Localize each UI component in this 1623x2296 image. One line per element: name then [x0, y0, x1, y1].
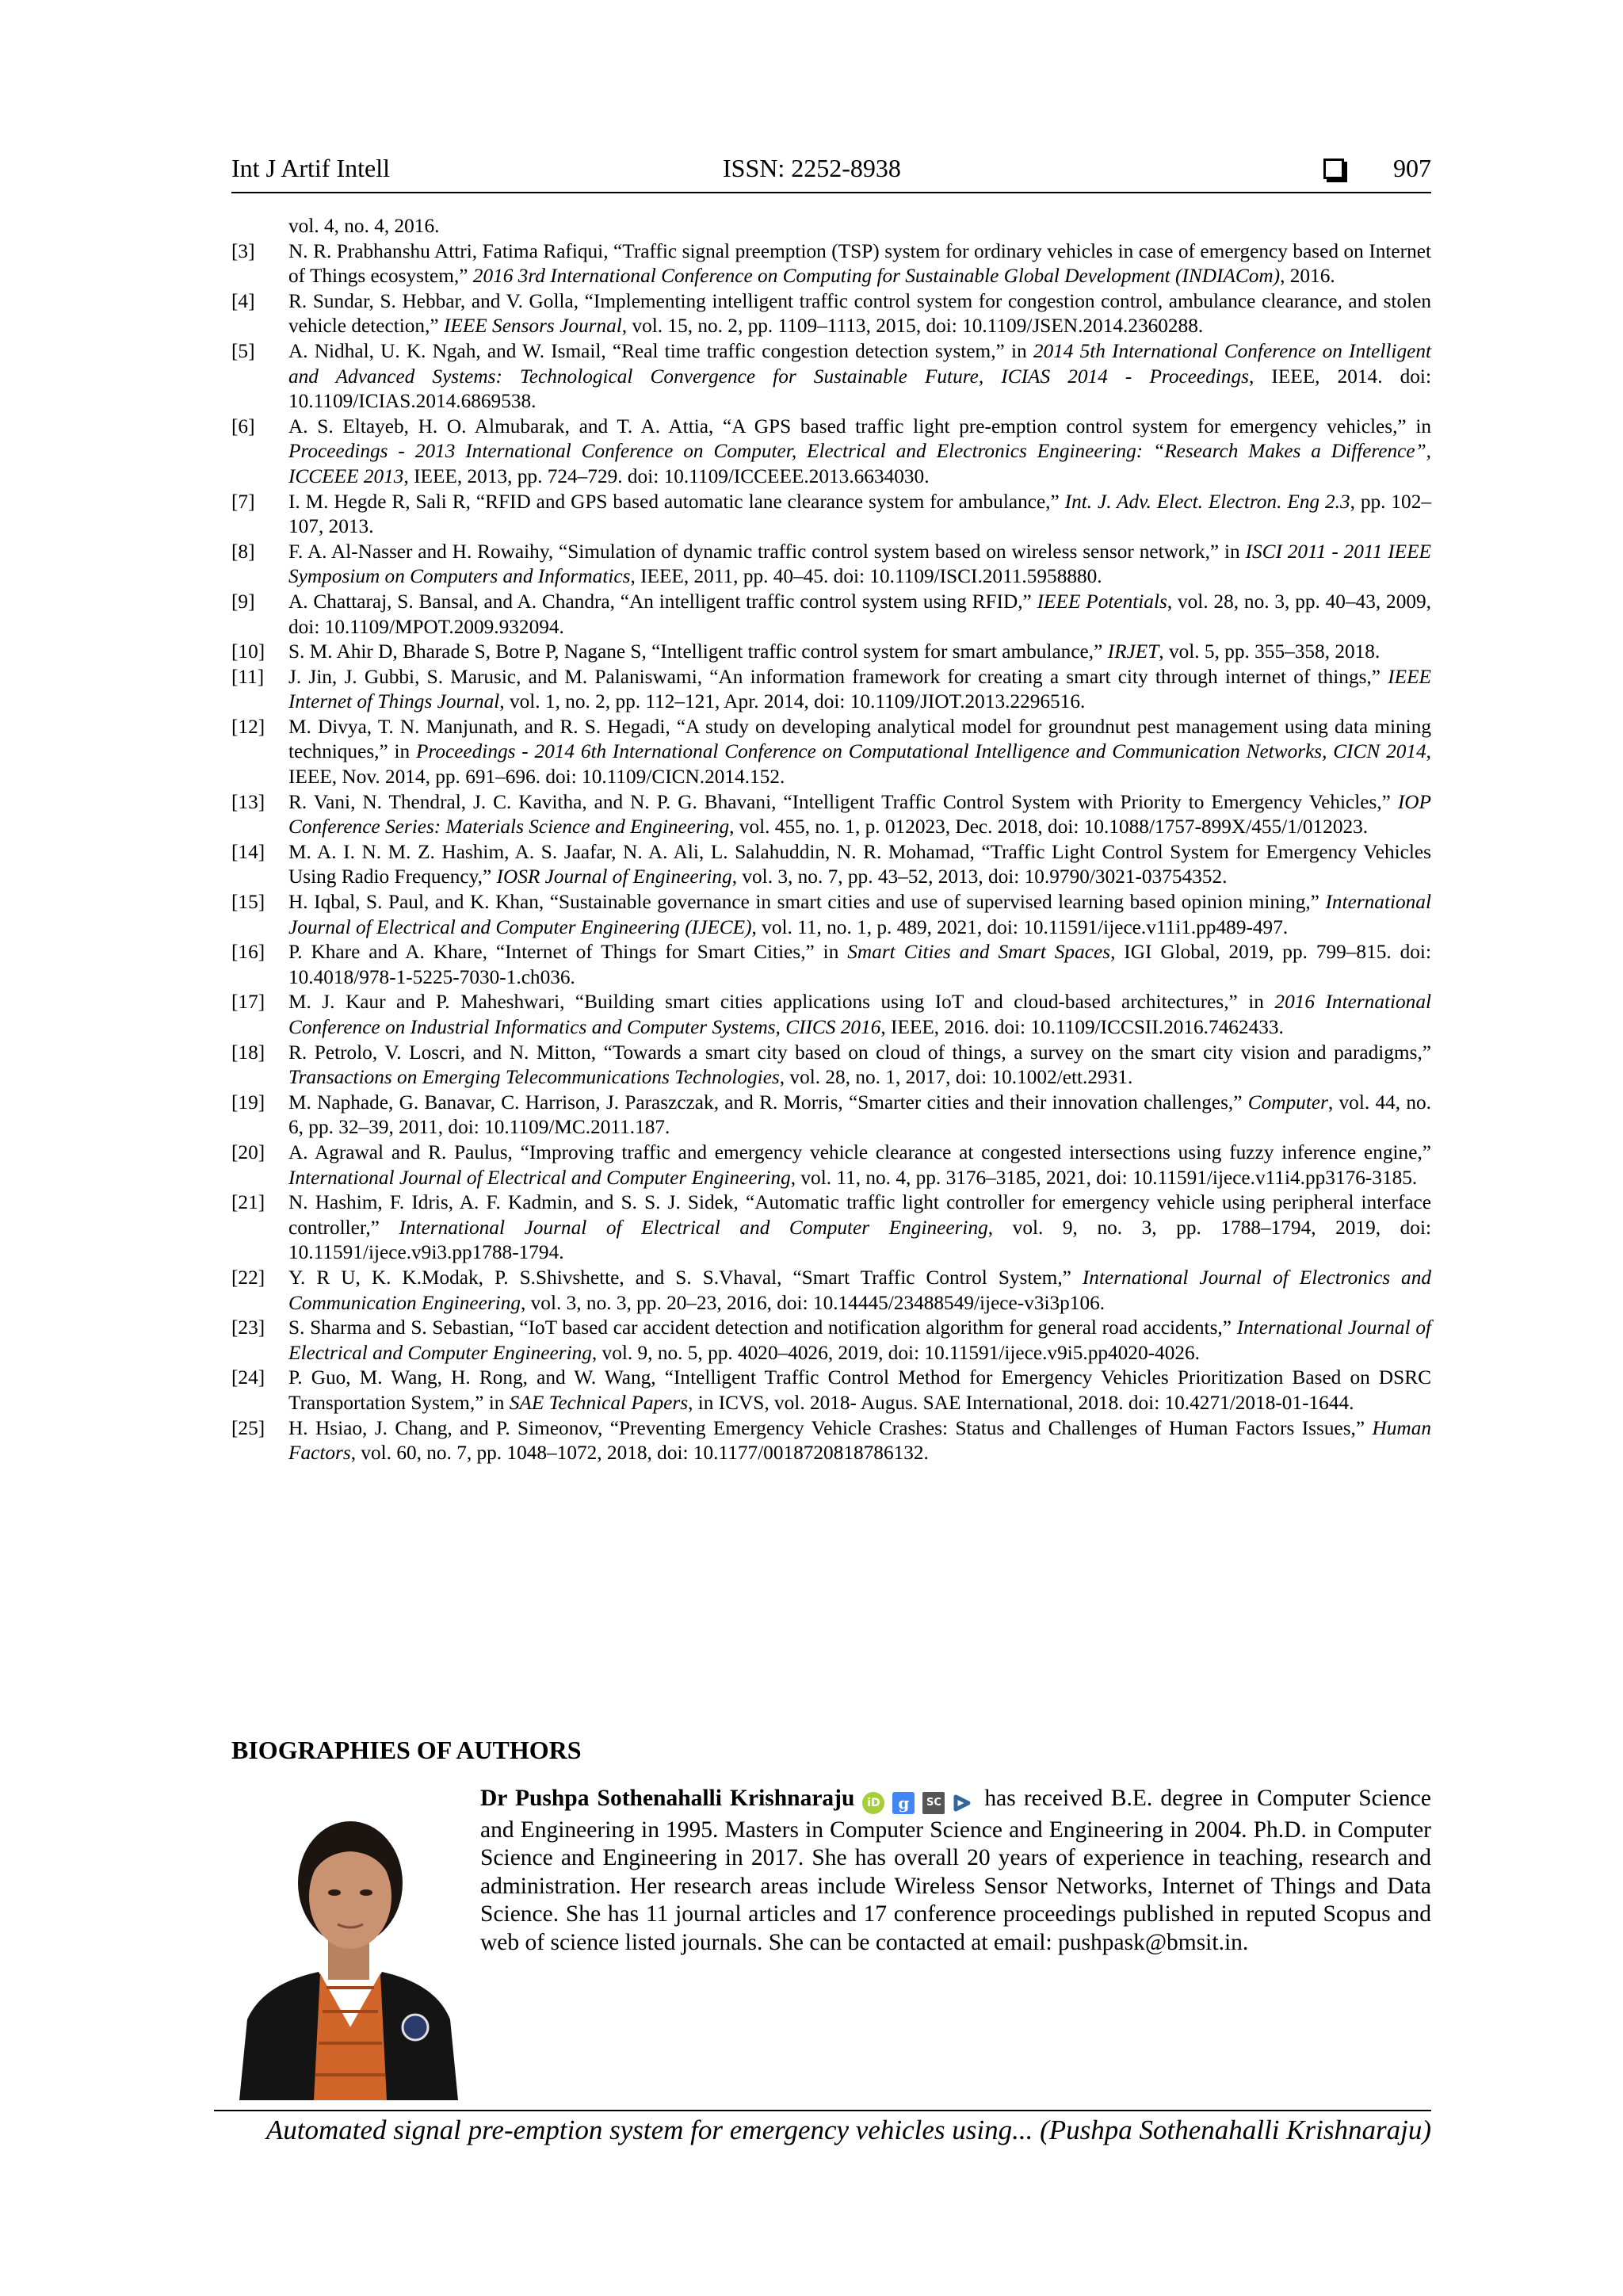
reference-25: [25] H. Hsiao, J. Chang, and P. Simeonov, “Preventing Emergency Vehicle Crashes: Status and Challenges of Human Factors Issues,” Human Factors, vol. 60, no. 7, pp. 1048–1072, 2018, doi: 10.1177/0018720818786132.: [231, 1416, 1431, 1465]
reference-number: [14]: [231, 840, 265, 863]
reference-venue: 2014 5th International Conference on Intelligent and Advanced Systems: Technological Convergence for Sustainable Future, ICIAS 2014 - Proceedings: [288, 339, 1432, 388]
reference-number: [6]: [231, 415, 255, 437]
reference-venue: IEEE Sensors Journal: [443, 315, 622, 338]
reference-number: [9]: [231, 590, 255, 613]
reference-19: [19] M. Naphade, G. Banavar, C. Harrison, J. Paraszczak, and R. Morris, “Smarter cities and their innovation challenges,” Computer, vol. 44, no. 6, pp. 32–39, 2011, doi: 10.1109/MC.2011.187.: [231, 1091, 1431, 1139]
reference-venue: 2016 3rd International Conference on Computing for Sustainable Global Development (INDIACom): [472, 265, 1281, 288]
reference-7: [7] I. M. Hegde R, Sali R, “RFID and GPS based automatic lane clearance system for ambulance,” Int. J. Adv. Elect. Electron. Eng 2.3, pp. 102–107, 2013.: [231, 490, 1432, 538]
reference-13: [13] R. Vani, N. Thendral, J. C. Kavitha, and N. P. G. Bhavani, “Intelligent Traffic Control System with Priority to Emergency Vehicles,” IOP Conference Series: Materials Science and Engineering, vol. 455, no. 1, p. 012023, Dec. 2018, doi: 10.1088/1757-899X/455/1/012023.: [231, 790, 1431, 839]
author-name: Dr Pushpa Sothenahalli Krishnaraju: [480, 1786, 855, 1811]
scopus-icon[interactable]: SC: [922, 1792, 945, 1814]
section-heading: BIOGRAPHIES OF AUTHORS: [231, 1736, 582, 1764]
reference-venue: IEEE Internet of Things Journal: [288, 665, 1431, 713]
reference-venue: SAE Technical Papers: [509, 1391, 689, 1414]
reference-18: [18] R. Petrolo, V. Loscri, and N. Mitton, “Towards a smart city based on cloud of things, a survey on the smart city vision and paradigms,” Transactions on Emerging Telecommunications Technologies, vol. 28, no. 1, 2017, doi: 10.1002/ett.2931.: [231, 1041, 1431, 1089]
reference-number: [16]: [231, 941, 265, 964]
reference-10: [10] S. M. Ahir D, Bharade S, Botre P, Nagane S, “Intelligent traffic control system for smart ambulance,” IRJET, vol. 5, pp. 355–358, 2018.: [231, 640, 1431, 665]
reference-23: [23] S. Sharma and S. Sebastian, “IoT based car accident detection and notification algorithm for general road accidents,” International Journal of Electrical and Computer Engineering, vol. 9, no. 5, pp. 4020–4026, 2019, doi: 10.11591/ijece.v9i5.pp4020-4026.: [231, 1316, 1431, 1364]
page-header: [231, 151, 1431, 193]
reference-20: [20] A. Agrawal and R. Paulus, “Improving traffic and emergency vehicle clearance at congested intersections using fuzzy inference engine,” International Journal of Electrical and Computer Engineering, vol. 11, no. 4, pp. 3176–3185, 2021, doi: 10.11591/ijece.v11i4.pp3176-3185.: [231, 1140, 1431, 1189]
author-biography: [480, 1785, 1431, 1958]
reference-venue: Human Factors: [288, 1416, 1431, 1465]
reference-venue: IOP Conference Series: Materials Science and Engineering: [288, 790, 1431, 839]
reference-venue: Smart Cities and Smart Spaces: [847, 941, 1111, 964]
reference-venue: Proceedings - 2014 6th International Conference on Computational Intelligence and Communication Networks, CICN 2014: [415, 740, 1426, 763]
checkbox-square-icon: [1323, 159, 1344, 179]
reference-venue: International Journal of Electrical and Computer Engineering (IJECE): [288, 891, 1431, 938]
reference-venue: Computer: [1247, 1091, 1328, 1114]
reference-number: [20]: [231, 1140, 265, 1163]
reference-number: [5]: [231, 339, 255, 362]
author-portrait-illustration: [231, 1790, 464, 2100]
reference-15: [15] H. Iqbal, S. Paul, and K. Khan, “Sustainable governance in smart cities and use of supervised learning based opinion mining,” International Journal of Electrical and Computer Engineering (IJECE), vol. 11, no. 1, p. 489, 2021, doi: 10.11591/ijece.v11i1.pp489-497.: [231, 891, 1431, 938]
reference-venue: IOSR Journal of Engineering: [496, 865, 732, 888]
orcid-icon[interactable]: iD: [862, 1792, 884, 1814]
reference-number: [22]: [231, 1266, 265, 1289]
reference-number: [4]: [231, 289, 255, 312]
journal-name: Int J Artif Intell: [231, 154, 390, 182]
author-profile-icons: [862, 1788, 980, 1817]
issn: ISSN: 2252-8938: [723, 154, 901, 182]
reference-24: [24] P. Guo, M. Wang, H. Rong, and W. Wang, “Intelligent Traffic Control Method for Emergency Vehicles Prioritization Based on DSRC Transportation System,” in SAE Technical Papers, in ICVS, vol. 2018- Augus. SAE International, 2018. doi: 10.4271/2018-01-1644.: [231, 1366, 1431, 1414]
reference-number: [24]: [231, 1366, 265, 1389]
reference-4: [4] R. Sundar, S. Hebbar, and V. Golla, “Implementing intelligent traffic control system for congestion control, ambulance clearance, and stolen vehicle detection,” IEEE Sensors Journal, vol. 15, no. 2, pp. 1109–1113, 2015, doi: 10.1109/JSEN.2014.2360288.: [231, 289, 1431, 338]
page-number: 907: [1393, 154, 1431, 182]
reference-number: [10]: [231, 640, 265, 663]
reference-number: [13]: [231, 790, 265, 813]
reference-14: [14] M. A. I. N. M. Z. Hashim, A. S. Jaafar, N. A. Ali, L. Salahuddin, N. R. Mohamad, “Traffic Light Control System for Emergency Vehicles Using Radio Frequency,” IOSR Journal of Engineering, vol. 3, no. 7, pp. 43–52, 2013, doi: 10.9790/3021-03754352.: [231, 840, 1431, 888]
reference-venue: IRJET: [1107, 640, 1159, 663]
publons-icon[interactable]: [953, 1794, 972, 1813]
running-footer: Automated signal pre-emption system for emergency vehicles using... (Pushpa Sothenahalli Krishnaraju): [265, 2115, 1431, 2145]
reference-venue: ISCI 2011 - 2011 IEEE Symposium on Computers and Informatics: [288, 540, 1431, 588]
reference-venue: International Journal of Electronics and Communication Engineering: [288, 1266, 1431, 1314]
reference-6: [6] A. S. Eltayeb, H. O. Almubarak, and T. A. Attia, “A GPS based traffic light pre-emption control system for emergency vehicles,” in Proceedings - 2013 International Conference on Computer, Electrical and Electronics Engineering: “Research Makes a Difference”, ICCEEE 2013, IEEE, 2013, pp. 724–729. doi: 10.1109/ICCEEE.2013.6634030.: [231, 415, 1431, 487]
reference-number: [7]: [231, 490, 255, 513]
reference-9: [9] A. Chattaraj, S. Bansal, and A. Chandra, “An intelligent traffic control system using RFID,” IEEE Potentials, vol. 28, no. 3, pp. 40–43, 2009, doi: 10.1109/MPOT.2009.932094.: [231, 590, 1431, 638]
reference-number: [21]: [231, 1191, 265, 1214]
reference-16: [16] P. Khare and A. Khare, “Internet of Things for Smart Cities,” in Smart Cities and Smart Spaces, IGI Global, 2019, pp. 799–815. doi: 10.4018/978-1-5225-7030-1.ch036.: [231, 941, 1431, 988]
footer-divider: [214, 2110, 1431, 2111]
reference-venue: IEEE Potentials: [1037, 590, 1167, 613]
reference-venue: International Journal of Electrical and Computer Engineering: [399, 1216, 988, 1239]
reference-number: [18]: [231, 1041, 265, 1064]
reference-number: [12]: [231, 715, 265, 738]
author-photo: [231, 1790, 464, 2100]
reference-number: [15]: [231, 891, 265, 914]
reference-number: [19]: [231, 1091, 265, 1114]
reference-number: [23]: [231, 1316, 265, 1339]
reference-venue: International Journal of Electrical and Computer Engineering: [288, 1316, 1431, 1364]
biography-text: has received B.E. degree in Computer Science and Engineering in 1995. Masters in Computer Science and Engineering in 2004. Ph.D. in Computer Science and Engineering in 2017. She has overall 20 years of experience in teaching, research and administration. Her research areas include Wireless Sensor Networks, Internet of Things and Data Science. She has 11 journal articles and 17 conference proceedings published in reputed Scopus and web of science listed journals. She can be contacted at email: pushpask@bmsit.in.: [480, 1786, 1431, 1955]
reference-venue: International Journal of Electrical and Computer Engineering: [288, 1166, 791, 1189]
reference-5: [5] A. Nidhal, U. K. Ngah, and W. Ismail, “Real time traffic congestion detection system,” in 2014 5th International Conference on Intelligent and Advanced Systems: Technological Convergence for Sustainable Future, ICIAS 2014 - Proceedings, IEEE, 2014. doi: 10.1109/ICIAS.2014.6869538.: [231, 339, 1432, 413]
reference-list: [231, 214, 1431, 1466]
reference-22: [22] Y. R U, K. K.Modak, P. S.Shivshette, and S. S.Vhaval, “Smart Traffic Control System,” International Journal of Electronics and Communication Engineering, vol. 3, no. 3, pp. 20–23, 2016, doi: 10.14445/23488549/ijece-v3i3p106.: [231, 1266, 1431, 1314]
reference-venue: Transactions on Emerging Telecommunications Technologies: [288, 1066, 780, 1089]
reference-number: [17]: [231, 991, 265, 1014]
reference-venue: Int. J. Adv. Elect. Electron. Eng 2.3: [1064, 490, 1350, 513]
reference-11: [11] J. Jin, J. Gubbi, S. Marusic, and M. Palaniswami, “An information framework for creating a smart city through internet of things,” IEEE Internet of Things Journal, vol. 1, no. 2, pp. 112–121, Apr. 2014, doi: 10.1109/JIOT.2013.2296516.: [231, 665, 1431, 713]
reference-venue: Proceedings - 2013 International Conference on Computer, Electrical and Electronics Engineering: “Research Makes a Difference”, ICCEEE 2013: [288, 440, 1431, 487]
reference-21: [21] N. Hashim, F. Idris, A. F. Kadmin, and S. S. J. Sidek, “Automatic traffic light controller for emergency vehicle using peripheral interface controller,” International Journal of Electrical and Computer Engineering, vol. 9, no. 3, pp. 1788–1794, 2019, doi: 10.11591/ijece.v9i3.pp1788-1794.: [231, 1191, 1432, 1264]
reference-17: [17] M. J. Kaur and P. Maheshwari, “Building smart cities applications using IoT and cloud-based architectures,” in 2016 International Conference on Industrial Informatics and Computer Systems, CIICS 2016, IEEE, 2016. doi: 10.1109/ICCSII.2016.7462433.: [231, 991, 1431, 1038]
reference-number: [8]: [231, 540, 255, 563]
reference-continuation: vol. 4, no. 4, 2016.: [288, 215, 440, 237]
reference-venue: 2016 International Conference on Industrial Informatics and Computer Systems, CIICS 2016: [288, 991, 1431, 1038]
reference-12: [12] M. Divya, T. N. Manjunath, and R. S. Hegadi, “A study on developing analytical model for groundnut pest management using data mining techniques,” in Proceedings - 2014 6th International Conference on Computational Intelligence and Communication Networks, CICN 2014, IEEE, Nov. 2014, pp. 691–696. doi: 10.1109/CICN.2014.152.: [231, 715, 1431, 789]
reference-number: [25]: [231, 1416, 265, 1439]
google-scholar-icon[interactable]: g: [892, 1792, 915, 1814]
reference-3: [3] N. R. Prabhanshu Attri, Fatima Rafiqui, “Traffic signal preemption (TSP) system for ordinary vehicles in case of emergency based on Internet of Things ecosystem,” 2016 3rd International Conference on Computing for Sustainable Global Development (INDIACom), 2016.: [231, 239, 1431, 288]
reference-number: [3]: [231, 239, 255, 262]
reference-number: [11]: [231, 665, 265, 688]
reference-8: [8] F. A. Al-Nasser and H. Rowaihy, “Simulation of dynamic traffic control system based on wireless sensor network,” in ISCI 2011 - 2011 IEEE Symposium on Computers and Informatics, IEEE, 2011, pp. 40–45. doi: 10.1109/ISCI.2011.5958880.: [231, 540, 1431, 588]
